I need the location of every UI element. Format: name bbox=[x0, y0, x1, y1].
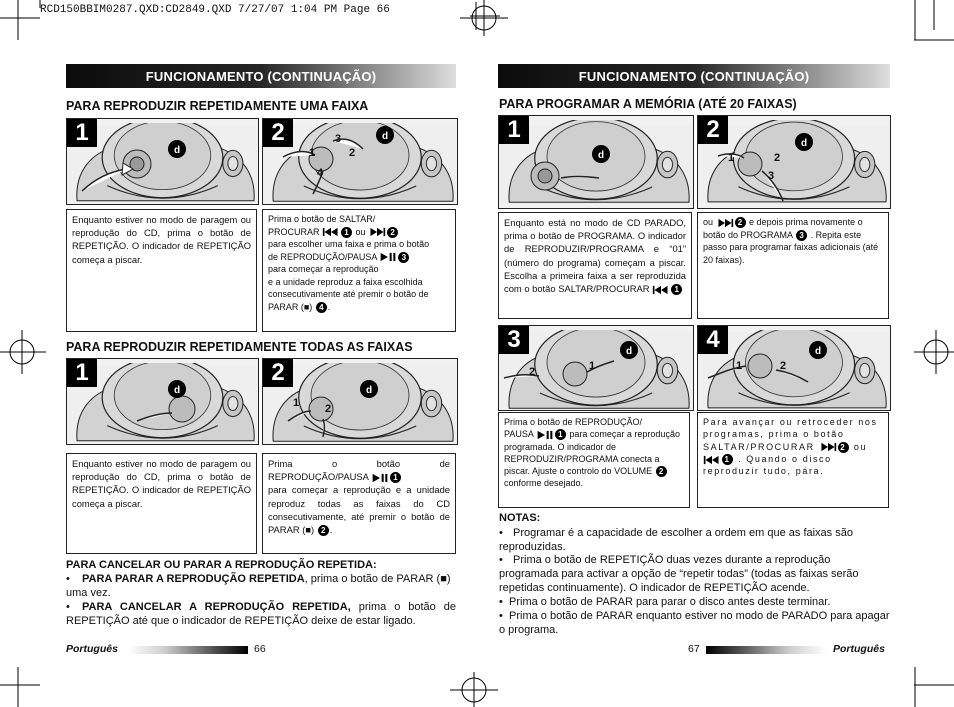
right-header-bar bbox=[498, 64, 890, 88]
right-step1-illustration bbox=[498, 115, 694, 209]
play-pause-icon bbox=[371, 473, 389, 483]
right-text4: Para avançar ou retroceder nos programas, prima o botão SALTAR/PROCURAR 2 ou 1 . Quando o disco reproduzir tudo, pára. bbox=[697, 412, 889, 508]
skip-back-icon bbox=[652, 285, 670, 295]
callout: 1 bbox=[309, 147, 316, 159]
right-step3-illustration bbox=[498, 325, 694, 411]
play-pause-icon bbox=[379, 252, 397, 262]
cd-logo-icon bbox=[375, 125, 395, 145]
left-footer-page: 66 bbox=[254, 643, 266, 655]
right-header-title: FUNCIONAMENTO (CONTINUAÇÃO) bbox=[578, 68, 810, 84]
skip-forward-icon bbox=[819, 442, 837, 452]
right-text1: Enquanto está no modo de CD PARADO, prima o botão de PROGRAMA. O indicador de REPRODUZIR/PROGRAMA e “01” (número do programa) começam a piscar. Escolha a primeira faixa a ser reproduzida com o botão SALTAR/PROCURAR 1 bbox=[498, 212, 692, 319]
cd-logo-icon bbox=[167, 139, 187, 159]
right-step4-illustration bbox=[697, 325, 891, 411]
left-step1-illustration bbox=[66, 118, 259, 205]
right-footer-lang: Português bbox=[833, 643, 885, 655]
callout: 1 bbox=[293, 397, 300, 409]
note-item: • Prima o botão de REPETIÇÃO duas vezes durante a reprodução programada para activar a opção de “repetir todas” (todas as faixas serão repetidas continuamente). O indicador de REPETIÇÃO acende. bbox=[499, 554, 859, 594]
right-step2-illustration bbox=[697, 115, 891, 209]
left-sec2-step2-illustration bbox=[262, 358, 458, 445]
cd-logo-icon bbox=[167, 379, 187, 399]
step-number: 2 bbox=[698, 116, 728, 144]
left-footer-bar bbox=[128, 646, 248, 654]
file-header: RCD150BBIM0287.QXD:CD2849.QXD 7/27/07 1:04 PM Page 66 bbox=[40, 4, 390, 16]
callout: 3 bbox=[335, 133, 342, 145]
cd-logo-icon bbox=[591, 144, 611, 164]
right-text3: Prima o botão de REPRODUÇÃO/ PAUSA 1 para começar a reprodução programada. O indicador de REPRODUZIR/PROGRAMA conecta a piscar. Ajuste o controlo do VOLUME 2 conforme desejado. bbox=[498, 412, 690, 508]
left-sec2-step1-illustration bbox=[66, 358, 259, 445]
cd-logo-icon bbox=[808, 340, 828, 360]
left-sec2-text2: Prima o botão de REPRODUÇÃO/PAUSA 1 para começar a reprodução e a unidade reproduz todas as faixas do CD consecutivamente, até premir o botão de PARAR (■) 2 . bbox=[262, 453, 456, 554]
notes-title: NOTAS: bbox=[499, 512, 541, 524]
play-pause-icon bbox=[536, 430, 554, 440]
callout: 1 bbox=[728, 152, 735, 164]
callout: 2 bbox=[529, 366, 536, 378]
cancel-bullet-2: • PARA CANCELAR A REPRODUÇÃO REPETIDA, prima o botão de REPETIÇÃO até que o indicador de REPETIÇÃO deixe de estar ligado. bbox=[66, 601, 456, 627]
cancel-title: PARA CANCELAR OU PARAR A REPRODUÇÃO REPETIDA: bbox=[66, 559, 377, 571]
callout: 3 bbox=[768, 170, 775, 182]
right-text2: ou 2 e depois prima novamente o botão do PROGRAMA 3 . Repita este passo para programar faixas adicionais (até 20 faixas). bbox=[697, 212, 889, 319]
skip-forward-icon bbox=[716, 218, 734, 228]
left-sec2-text1: Enquanto estiver no modo de paragem ou reprodução do CD, prima o botão de REPETIÇÃO. O indicador de REPETIÇÃO começa a piscar. bbox=[66, 453, 257, 554]
right-section-program: PARA PROGRAMAR A MEMÓRIA (ATÉ 20 FAIXAS) bbox=[499, 97, 797, 111]
step-number: 2 bbox=[263, 119, 293, 147]
callout: 2 bbox=[349, 147, 356, 159]
left-footer-lang: Português bbox=[66, 643, 118, 655]
step-number: 3 bbox=[499, 326, 529, 354]
cd-logo-icon bbox=[359, 379, 379, 399]
step-number: 2 bbox=[263, 359, 293, 387]
skip-back-icon bbox=[322, 227, 340, 237]
left-sec1-text1: Enquanto estiver no modo de paragem ou reprodução do CD, prima o botão de REPETIÇÃO. O indicador de REPETIÇÃO começa a piscar. bbox=[66, 209, 257, 332]
left-step2-illustration bbox=[262, 118, 458, 205]
callout: 1 bbox=[589, 360, 596, 372]
left-header-title: FUNCIONAMENTO (CONTINUAÇÃO) bbox=[145, 68, 377, 84]
callout: 2 bbox=[325, 403, 332, 415]
right-footer-page: 67 bbox=[688, 643, 700, 655]
step-number: 1 bbox=[67, 359, 97, 387]
note-item: • Programar é a capacidade de escolher a ordem em que as faixas são reproduzidas. bbox=[499, 527, 853, 553]
step-number: 1 bbox=[67, 119, 97, 147]
step-number: 1 bbox=[499, 116, 529, 144]
note-item: • Prima o botão de PARAR enquanto estiver no modo de PARADO para apagar o programa. bbox=[499, 610, 890, 636]
callout: 4 bbox=[317, 167, 324, 179]
callout: 2 bbox=[774, 152, 781, 164]
cd-logo-icon bbox=[619, 340, 639, 360]
skip-forward-icon bbox=[368, 227, 386, 237]
cd-logo-icon bbox=[794, 132, 814, 152]
right-footer-bar bbox=[706, 646, 826, 654]
callout: 2 bbox=[780, 360, 787, 372]
step-number: 4 bbox=[698, 326, 728, 354]
left-section-repeat-one: PARA REPRODUZIR REPETIDAMENTE UMA FAIXA bbox=[66, 99, 369, 113]
left-section-repeat-all: PARA REPRODUZIR REPETIDAMENTE TODAS AS FAIXAS bbox=[66, 340, 413, 354]
cancel-bullet-1: • PARA PARAR A REPRODUÇÃO REPETIDA, prima o botão de PARAR (■) uma vez. bbox=[66, 573, 451, 599]
note-item: • Prima o botão de PARAR para parar o disco antes deste terminar. bbox=[499, 596, 831, 608]
left-header-bar bbox=[66, 64, 456, 88]
skip-back-icon bbox=[703, 455, 721, 465]
callout: 1 bbox=[736, 360, 743, 372]
left-sec1-text2: Prima o botão de SALTAR/ PROCURAR 1 ou 2 para escolher uma faixa e prima o botão de REPRODUÇÃO/PAUSA 3 para começar a reprodução e a unidade reproduz a faixa escolhida consecutivamente até premir o botão de PARAR (■) 4 . bbox=[262, 209, 456, 332]
